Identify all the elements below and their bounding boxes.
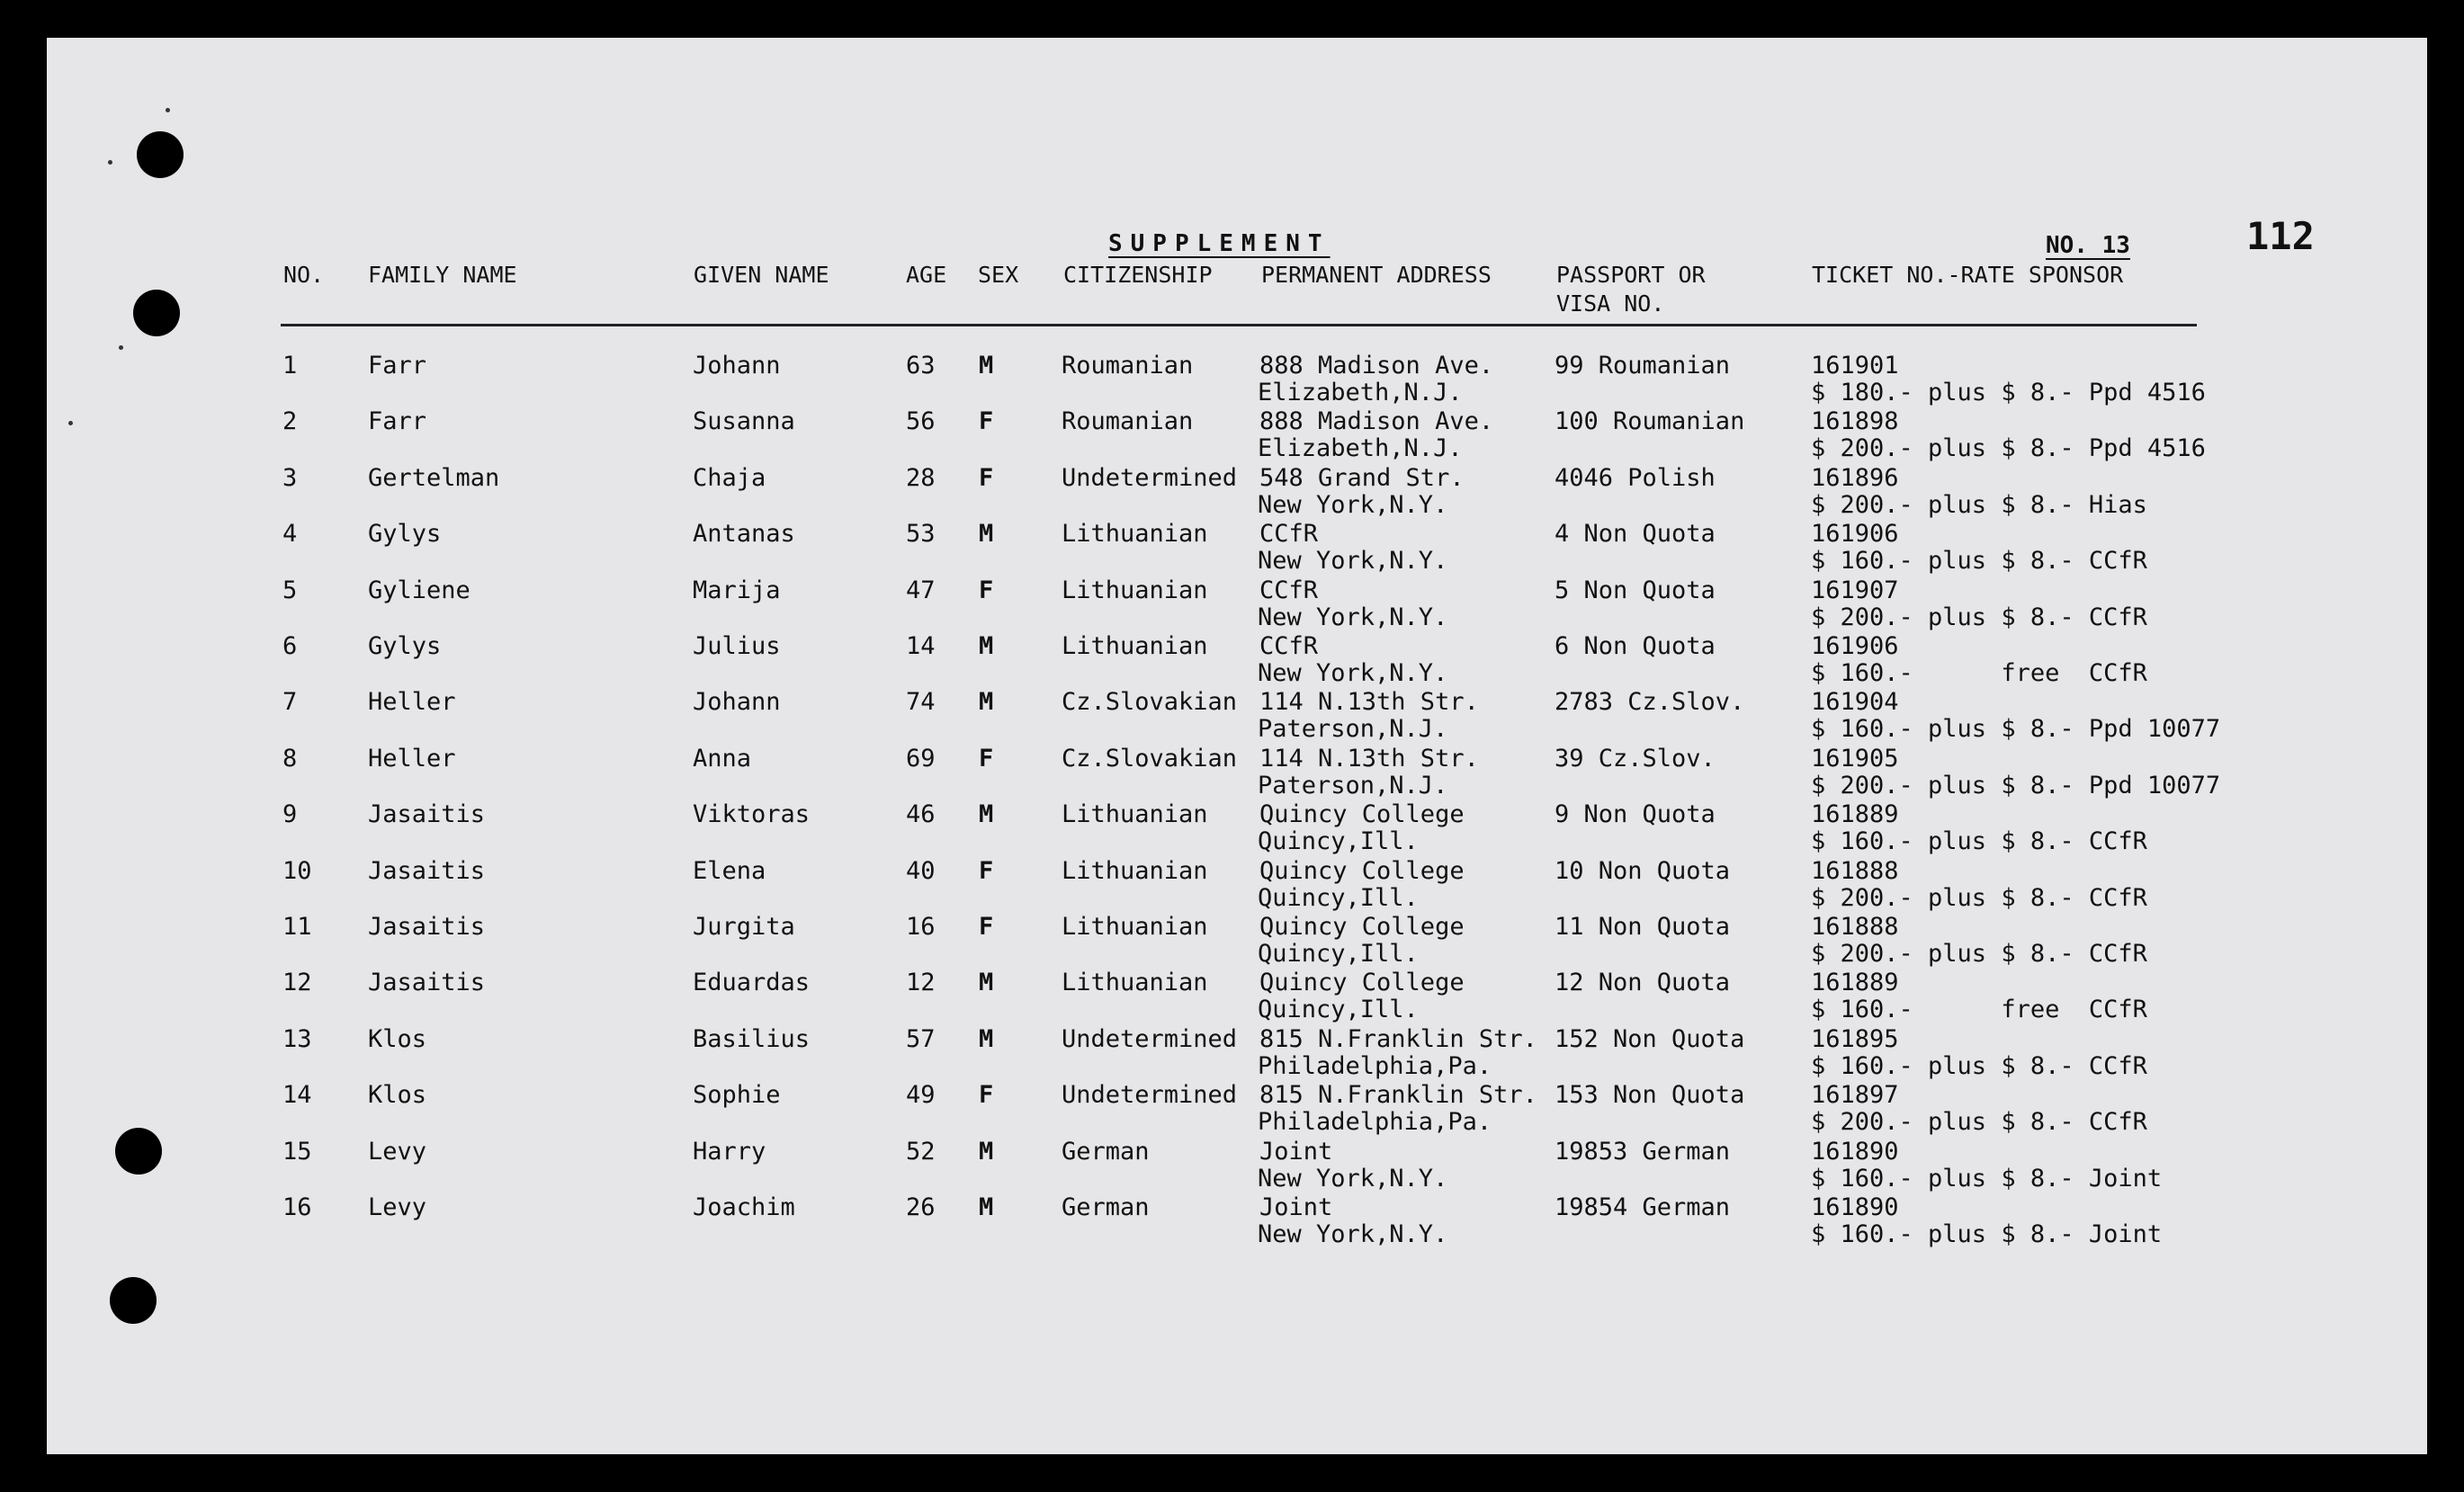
citizenship: Lithuanian [1062, 520, 1208, 549]
punch-hole [115, 1128, 162, 1175]
row-number: 7 [282, 688, 298, 717]
family-name: Jasaitis [368, 913, 486, 941]
sex: F [979, 407, 994, 436]
age: 26 [906, 1193, 936, 1221]
given-name: Basilius [693, 1024, 811, 1053]
address-line-1: Joint [1259, 1193, 1333, 1221]
sex: M [979, 969, 994, 997]
address-line-1: 548 Grand Str. [1259, 463, 1465, 492]
sex: F [979, 744, 994, 773]
sex: F [979, 576, 994, 604]
address-line-1: 114 N.13th Str. [1259, 688, 1479, 717]
ticket-number: 161906 [1811, 632, 1899, 660]
address-line-1: CCfR [1259, 576, 1319, 604]
header-no: NO. [283, 262, 325, 288]
citizenship: Cz.Slovakian [1062, 688, 1238, 717]
passport: 9 Non Quota [1555, 800, 1716, 829]
ticket-rate-sponsor: $ 180.- plus $ 8.- Ppd 4516 [1811, 379, 2206, 407]
passport: 5 Non Quota [1555, 576, 1716, 604]
speck [108, 160, 112, 165]
row-number: 4 [282, 520, 298, 549]
row-number: 3 [282, 463, 298, 492]
family-name: Gertelman [368, 463, 500, 492]
row-number: 16 [282, 1193, 312, 1221]
given-name: Joachim [693, 1193, 795, 1221]
given-name: Johann [693, 688, 781, 717]
row-number: 2 [282, 407, 298, 436]
citizenship: Lithuanian [1062, 856, 1208, 885]
age: 69 [906, 744, 936, 773]
header-ticket: TICKET NO.-RATE SPONSOR [1812, 262, 2124, 288]
family-name: Heller [368, 688, 456, 717]
address-line-1: Quincy College [1259, 969, 1465, 997]
citizenship: Lithuanian [1062, 800, 1208, 829]
address-line-2: New York,N.Y. [1258, 490, 1448, 519]
age: 74 [906, 688, 936, 717]
passport: 11 Non Quota [1555, 913, 1731, 941]
given-name: Chaja [693, 463, 766, 492]
family-name: Jasaitis [368, 800, 486, 829]
ticket-number: 161898 [1811, 407, 1899, 436]
passport: 4 Non Quota [1555, 520, 1716, 549]
row-number: 5 [282, 576, 298, 604]
address-line-2: Philadelphia,Pa. [1258, 1051, 1492, 1080]
header-address: PERMANENT ADDRESS [1261, 262, 1492, 288]
passport: 19854 German [1555, 1193, 1731, 1221]
header-given-name: GIVEN NAME [694, 262, 829, 288]
family-name: Jasaitis [368, 856, 486, 885]
family-name: Farr [368, 407, 427, 436]
given-name: Susanna [693, 407, 795, 436]
passport: 6 Non Quota [1555, 632, 1716, 660]
ticket-number: 161889 [1811, 800, 1899, 829]
address-line-1: Quincy College [1259, 856, 1465, 885]
family-name: Heller [368, 744, 456, 773]
header-sex: SEX [978, 262, 1019, 288]
punch-hole [133, 290, 180, 336]
age: 16 [906, 913, 936, 941]
age: 52 [906, 1137, 936, 1166]
row-number: 6 [282, 632, 298, 660]
passport: 152 Non Quota [1555, 1024, 1745, 1053]
address-line-1: 888 Madison Ave. [1259, 352, 1494, 380]
ticket-number: 161895 [1811, 1024, 1899, 1053]
address-line-1: CCfR [1259, 632, 1319, 660]
age: 57 [906, 1024, 936, 1053]
ticket-number: 161889 [1811, 969, 1899, 997]
header-passport: PASSPORT OR VISA NO. [1556, 262, 1706, 317]
citizenship: German [1062, 1193, 1150, 1221]
address-line-2: New York,N.Y. [1258, 1164, 1448, 1193]
speck [119, 345, 123, 350]
given-name: Anna [693, 744, 752, 773]
ticket-rate-sponsor: $ 200.- plus $ 8.- CCfR [1811, 1108, 2147, 1137]
family-name: Gyliene [368, 576, 470, 604]
header-rule [281, 324, 2197, 326]
ticket-rate-sponsor: $ 200.- plus $ 8.- Hias [1811, 490, 2147, 519]
address-line-2: Quincy,Ill. [1258, 827, 1419, 856]
citizenship: Lithuanian [1062, 969, 1208, 997]
sex: M [979, 520, 994, 549]
ticket-rate-sponsor: $ 160.- free CCfR [1811, 659, 2147, 687]
ticket-number: 161888 [1811, 913, 1899, 941]
citizenship: Undetermined [1062, 1081, 1238, 1110]
ticket-number: 161907 [1811, 576, 1899, 604]
address-line-1: 114 N.13th Str. [1259, 744, 1479, 773]
citizenship: Lithuanian [1062, 632, 1208, 660]
address-line-2: Quincy,Ill. [1258, 940, 1419, 968]
address-line-2: Quincy,Ill. [1258, 883, 1419, 912]
given-name: Eduardas [693, 969, 811, 997]
document-sheet [47, 38, 2427, 1454]
family-name: Farr [368, 352, 427, 380]
sex: F [979, 463, 994, 492]
passport: 100 Roumanian [1555, 407, 1745, 436]
given-name: Antanas [693, 520, 795, 549]
ticket-number: 161890 [1811, 1137, 1899, 1166]
row-number: 11 [282, 913, 312, 941]
ticket-rate-sponsor: $ 200.- plus $ 8.- CCfR [1811, 603, 2147, 631]
passport: 19853 German [1555, 1137, 1731, 1166]
age: 56 [906, 407, 936, 436]
given-name: Sophie [693, 1081, 781, 1110]
sex: M [979, 1024, 994, 1053]
ticket-rate-sponsor: $ 160.- plus $ 8.- CCfR [1811, 547, 2147, 576]
passport: 39 Cz.Slov. [1555, 744, 1716, 773]
ticket-rate-sponsor: $ 160.- plus $ 8.- Joint [1811, 1164, 2163, 1193]
row-number: 14 [282, 1081, 312, 1110]
sex: F [979, 913, 994, 941]
given-name: Julius [693, 632, 781, 660]
passport: 12 Non Quota [1555, 969, 1731, 997]
sex: M [979, 800, 994, 829]
header-family-name: FAMILY NAME [368, 262, 517, 288]
row-number: 8 [282, 744, 298, 773]
address-line-1: 815 N.Franklin Str. [1259, 1081, 1537, 1110]
address-line-2: New York,N.Y. [1258, 1220, 1448, 1248]
row-number: 12 [282, 969, 312, 997]
ticket-number: 161896 [1811, 463, 1899, 492]
punch-hole [137, 131, 184, 178]
sex: M [979, 1193, 994, 1221]
address-line-1: CCfR [1259, 520, 1319, 549]
address-line-1: 815 N.Franklin Str. [1259, 1024, 1537, 1053]
address-line-1: 888 Madison Ave. [1259, 407, 1494, 436]
family-name: Gylys [368, 520, 442, 549]
ticket-number: 161904 [1811, 688, 1899, 717]
sex: M [979, 1137, 994, 1166]
sex: M [979, 352, 994, 380]
row-number: 1 [282, 352, 298, 380]
age: 47 [906, 576, 936, 604]
age: 40 [906, 856, 936, 885]
age: 46 [906, 800, 936, 829]
age: 63 [906, 352, 936, 380]
speck [166, 108, 170, 112]
citizenship: German [1062, 1137, 1150, 1166]
ticket-number: 161890 [1811, 1193, 1899, 1221]
citizenship: Lithuanian [1062, 576, 1208, 604]
family-name: Klos [368, 1081, 427, 1110]
punch-hole [110, 1277, 157, 1324]
family-name: Gylys [368, 632, 442, 660]
sex: M [979, 632, 994, 660]
ticket-rate-sponsor: $ 160.- plus $ 8.- CCfR [1811, 1051, 2147, 1080]
given-name: Viktoras [693, 800, 811, 829]
address-line-1: Quincy College [1259, 800, 1465, 829]
address-line-2: New York,N.Y. [1258, 659, 1448, 687]
speck [68, 421, 73, 425]
passport: 2783 Cz.Slov. [1555, 688, 1745, 717]
ticket-rate-sponsor: $ 200.- plus $ 8.- CCfR [1811, 940, 2147, 968]
page-number: 112 [2246, 214, 2315, 258]
passport: 99 Roumanian [1555, 352, 1731, 380]
ticket-rate-sponsor: $ 200.- plus $ 8.- Ppd 10077 [1811, 771, 2221, 800]
address-line-2: Elizabeth,N.J. [1258, 379, 1463, 407]
age: 28 [906, 463, 936, 492]
ticket-rate-sponsor: $ 160.- plus $ 8.- Joint [1811, 1220, 2163, 1248]
ticket-number: 161897 [1811, 1081, 1899, 1110]
age: 49 [906, 1081, 936, 1110]
list-number: NO. 13 [2046, 232, 2130, 259]
family-name: Levy [368, 1193, 427, 1221]
address-line-2: Paterson,N.J. [1258, 771, 1448, 800]
ticket-rate-sponsor: $ 200.- plus $ 8.- CCfR [1811, 883, 2147, 912]
given-name: Jurgita [693, 913, 795, 941]
given-name: Johann [693, 352, 781, 380]
sex: F [979, 1081, 994, 1110]
family-name: Klos [368, 1024, 427, 1053]
citizenship: Roumanian [1062, 407, 1194, 436]
document-title: SUPPLEMENT [1108, 230, 1331, 257]
passport: 4046 Polish [1555, 463, 1716, 492]
ticket-number: 161905 [1811, 744, 1899, 773]
citizenship: Cz.Slovakian [1062, 744, 1238, 773]
address-line-2: Paterson,N.J. [1258, 715, 1448, 744]
address-line-2: Quincy,Ill. [1258, 996, 1419, 1024]
citizenship: Roumanian [1062, 352, 1194, 380]
sex: M [979, 688, 994, 717]
given-name: Marija [693, 576, 781, 604]
citizenship: Undetermined [1062, 463, 1238, 492]
ticket-number: 161906 [1811, 520, 1899, 549]
age: 12 [906, 969, 936, 997]
address-line-2: New York,N.Y. [1258, 603, 1448, 631]
row-number: 9 [282, 800, 298, 829]
header-citizenship: CITIZENSHIP [1063, 262, 1213, 288]
row-number: 10 [282, 856, 312, 885]
given-name: Harry [693, 1137, 766, 1166]
ticket-rate-sponsor: $ 160.- plus $ 8.- Ppd 10077 [1811, 715, 2221, 744]
address-line-2: Elizabeth,N.J. [1258, 434, 1463, 463]
family-name: Jasaitis [368, 969, 486, 997]
ticket-rate-sponsor: $ 200.- plus $ 8.- Ppd 4516 [1811, 434, 2206, 463]
header-age: AGE [906, 262, 947, 288]
sex: F [979, 856, 994, 885]
given-name: Elena [693, 856, 766, 885]
ticket-rate-sponsor: $ 160.- free CCfR [1811, 996, 2147, 1024]
age: 53 [906, 520, 936, 549]
passport: 10 Non Quota [1555, 856, 1731, 885]
address-line-1: Quincy College [1259, 913, 1465, 941]
address-line-2: Philadelphia,Pa. [1258, 1108, 1492, 1137]
passport: 153 Non Quota [1555, 1081, 1745, 1110]
row-number: 15 [282, 1137, 312, 1166]
age: 14 [906, 632, 936, 660]
family-name: Levy [368, 1137, 427, 1166]
ticket-number: 161901 [1811, 352, 1899, 380]
ticket-rate-sponsor: $ 160.- plus $ 8.- CCfR [1811, 827, 2147, 856]
citizenship: Lithuanian [1062, 913, 1208, 941]
address-line-2: New York,N.Y. [1258, 547, 1448, 576]
address-line-1: Joint [1259, 1137, 1333, 1166]
row-number: 13 [282, 1024, 312, 1053]
ticket-number: 161888 [1811, 856, 1899, 885]
citizenship: Undetermined [1062, 1024, 1238, 1053]
